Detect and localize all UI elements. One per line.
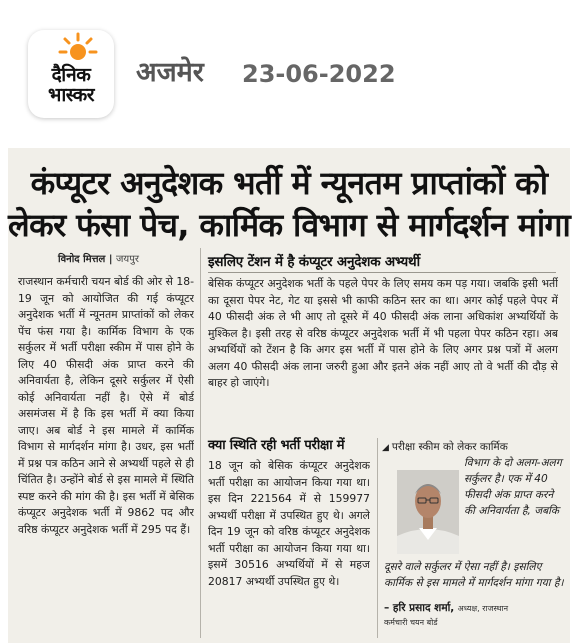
app-header (0, 0, 578, 140)
headline-line-1: कंप्यूटर अनुदेशक भर्ती में न्यूनतम प्राप्तांकों को (30, 164, 548, 202)
logo-text-bhaskar: भास्कर (47, 84, 95, 106)
article-body-tension: बेसिक कंप्यूटर अनुदेशक भर्ती के पहले पेपर के लिए समय कम पड़ गया। जबकि इसी भर्ती का दूसरा पेपर नेट, गेट या इससे भी काफी कठिन स्तर का था। अगर कोई पहले पेपर में 40 फीसदी अंक ले भी आए तो दूसरे में 40 फीसदी अंक लाना अधिकांश अभ्यर्थियों के मुश्किल है। इसी तरह से वरिष्ठ कंप्यूटर अनुदेशक भर्ती में भी पहला पेपर कठिन रहा। अब अभ्यर्थियों को टेंशन है कि अगर इस भर्ती में पास होने के लिए अगर प्रश्न पत्रों में अलग अलग 40 फीसदी अंक लाना जरुरी हुआ और इतने अंक नहीं आए तो वे भर्ती की दौड़ से बाहर हो जाएंगे। (208, 277, 558, 389)
quote-text-part-2: दूसरे वाले सर्कुलर में ऐसा नहीं है। इसलिए कार्मिक से इस मामले में मार्गदर्शन मांगा गया है। (384, 561, 564, 589)
signer-role: अध्यक्ष, राजस्थान (457, 604, 509, 613)
byline-location: जयपुर (115, 254, 139, 265)
dainik-bhaskar-logo (28, 30, 114, 118)
edition-date: 23-06-2022 (242, 60, 396, 88)
subheading-underline (208, 272, 556, 273)
quote-text-part-1: विभाग के दो अलग-अलग सर्कुलर है। एक में 40 फीसदी अंक प्राप्त करने की अनिवार्यता है, जबकि (464, 457, 562, 517)
signer-name: – हरि प्रसाद शर्मा, (384, 602, 455, 614)
edition-city: अजमेर (136, 57, 204, 88)
byline (58, 251, 139, 265)
byline-name: विनोद मित्तल (58, 254, 106, 265)
subheading-tension: इसलिए टेंशन में है कंप्यूटर अनुदेशक अभ्यर्थी (208, 254, 420, 270)
signer-organization: कर्मचारी चयन बोर्ड (384, 618, 438, 627)
byline-separator: | (108, 254, 116, 265)
newspaper-clipping (8, 148, 570, 643)
article-body-column-1: राजस्थान कर्मचारी चयन बोर्ड की ओर से 18-19 जून को आयोजित की गई कंप्यूटर अनुदेशक भर्ती में न्यूनतम प्राप्तांकों को लेकर पेंच फंस गया है। कार्मिक विभाग के एक सर्कुलर में भर्ती परीक्षा स्कीम में पास होने के लिए 40 फीसदी अंक प्राप्त करने की अनिवार्यता है, लेकिन दूसरे सर्कुलर में ऐसी कोई अनिवार्यता नहीं है। ऐसे में बोर्ड असमंजस में है कि इस भर्ती में क्या किया जाए। अब बोर्ड ने इस मामले में कार्मिक विभाग से मार्गदर्शन मांगा है। उधर, इस भर्ती में प्रश्न पत्र कठिन आने से अभ्यर्थी पहले से ही चिंतित है। उन्होंने बोर्ड से इस मामले में स्थिति स्पष्ट करने की मांग की है। इस भर्ती में बेसिक कंप्यूटर अनुदेशक भर्ती में 9862 पद और वरिष्ठ कंप्यूटर अनुदेशक भर्ती में 295 पद हैं। (18, 275, 194, 536)
quote-box-heading (382, 440, 508, 454)
official-portrait-photo (397, 470, 459, 554)
quote-box-heading-text: परीक्षा स्कीम को लेकर कार्मिक (391, 441, 508, 453)
column-divider (200, 248, 201, 638)
logo-text-dainik: दैनिक (51, 64, 91, 86)
quote-box-divider (377, 438, 378, 638)
person-portrait-icon (397, 470, 459, 554)
headline-line-2: लेकर फंसा पेच, कार्मिक विभाग से मार्गदर्शन मांगा (8, 206, 571, 244)
triangle-bullet-icon: ◢ (382, 443, 389, 453)
subheading-exam-status: क्या स्थिति रही भर्ती परीक्षा में (208, 438, 345, 453)
quote-attribution (384, 601, 566, 616)
article-body-exam-status: 18 जून को बेसिक कंप्यूटर अनुदेशक भर्ती परीक्षा का आयोजन किया गया था। इस दिन 221564 में से 159977 अभ्यर्थी परीक्षा में उपस्थित हुए थे। अगले दिन 19 जून को वरिष्ठ कंप्यूटर अनुदेशक भर्ती परीक्षा का आयोजन किया गया था। इसमें 30516 अभ्यर्थियों में से महज 20817 अभ्यर्थी उपस्थित हुए थे। (208, 459, 370, 588)
